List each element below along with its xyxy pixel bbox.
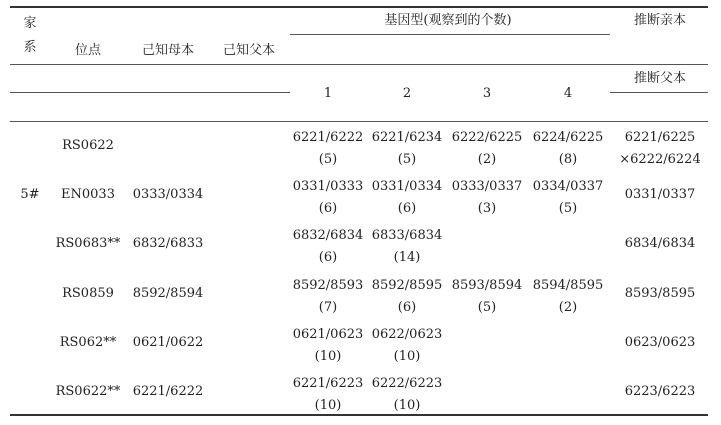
header-family-char1: 家 — [23, 16, 37, 31]
row-3-g3: 8593/8594 (5) — [451, 278, 523, 315]
row-3-father: 8593/8595 — [624, 286, 696, 301]
row-3-locus: RS0859 — [62, 286, 114, 301]
row-2-g2: 6833/6834 (14) — [371, 228, 443, 265]
header-bottom-rule — [10, 121, 708, 122]
row-3-g4: 8594/8595 (2) — [532, 278, 604, 315]
family-label: 5# — [20, 187, 40, 202]
row-4-g1: 0621/0623 (10) — [292, 327, 364, 364]
row-1-father: 0331/0337 — [624, 187, 696, 202]
inferred-father-rule — [610, 92, 708, 93]
row-5-g1: 6221/6223 (10) — [292, 376, 364, 413]
row-5-mother: 6221/6222 — [132, 384, 204, 399]
header-mid-rule — [10, 64, 708, 65]
header-known-father: 己知父本 — [222, 43, 276, 58]
header-col-4: 4 — [563, 86, 573, 101]
header-known-mother: 己知母本 — [141, 43, 195, 58]
header-family-char2: 系 — [23, 40, 37, 55]
header-col-2: 2 — [402, 86, 412, 101]
row-1-mother: 0333/0334 — [132, 187, 204, 202]
row-4-g2: 0622/0623 (10) — [371, 327, 443, 364]
row-1-g4: 0334/0337 (5) — [532, 179, 604, 216]
row-1-locus: EN0033 — [61, 187, 115, 202]
row-2-father: 6834/6834 — [624, 236, 696, 251]
row-0-locus: RS0622 — [62, 138, 114, 153]
row-0-father: 6221/6225 ×6222/6224 — [619, 130, 701, 167]
header-genotype-group: 基因型(观察到的个数) — [384, 13, 512, 28]
row-4-father: 0623/0623 — [624, 335, 696, 350]
row-3-mother: 8592/8594 — [132, 286, 204, 301]
row-3-g2: 8592/8595 (6) — [371, 278, 443, 315]
header-col-1: 1 — [323, 86, 333, 101]
row-0-g1: 6221/6222 (5) — [292, 130, 364, 167]
row-4-mother: 0621/0622 — [132, 335, 204, 350]
row-2-g1: 6832/6834 (6) — [292, 228, 364, 265]
header-col-3: 3 — [482, 86, 492, 101]
genotype-header-rule — [290, 34, 610, 35]
row-5-father: 6223/6223 — [624, 384, 696, 399]
row-2-mother: 6832/6833 — [132, 236, 204, 251]
header-inferred-father: 推断父本 — [633, 71, 687, 86]
row-5-g2: 6222/6223 (10) — [371, 376, 443, 413]
header-locus: 位点 — [74, 43, 102, 58]
row-2-locus: RS0683** — [55, 236, 121, 251]
top-rule — [10, 6, 708, 8]
header-inferred-parent: 推断亲本 — [633, 13, 687, 28]
row-1-g2: 0331/0334 (6) — [371, 179, 443, 216]
row-0-g3: 6222/6225 (2) — [451, 130, 523, 167]
row-1-g3: 0333/0337 (3) — [451, 179, 523, 216]
row-0-g4: 6224/6225 (8) — [532, 130, 604, 167]
row-5-locus: RS0622** — [55, 384, 121, 399]
row-0-g2: 6221/6234 (5) — [371, 130, 443, 167]
header-bottom-rule-left — [10, 92, 290, 93]
row-4-locus: RS062** — [59, 335, 117, 350]
row-3-g1: 8592/8593 (7) — [292, 278, 364, 315]
row-1-g1: 0331/0333 (6) — [292, 179, 364, 216]
